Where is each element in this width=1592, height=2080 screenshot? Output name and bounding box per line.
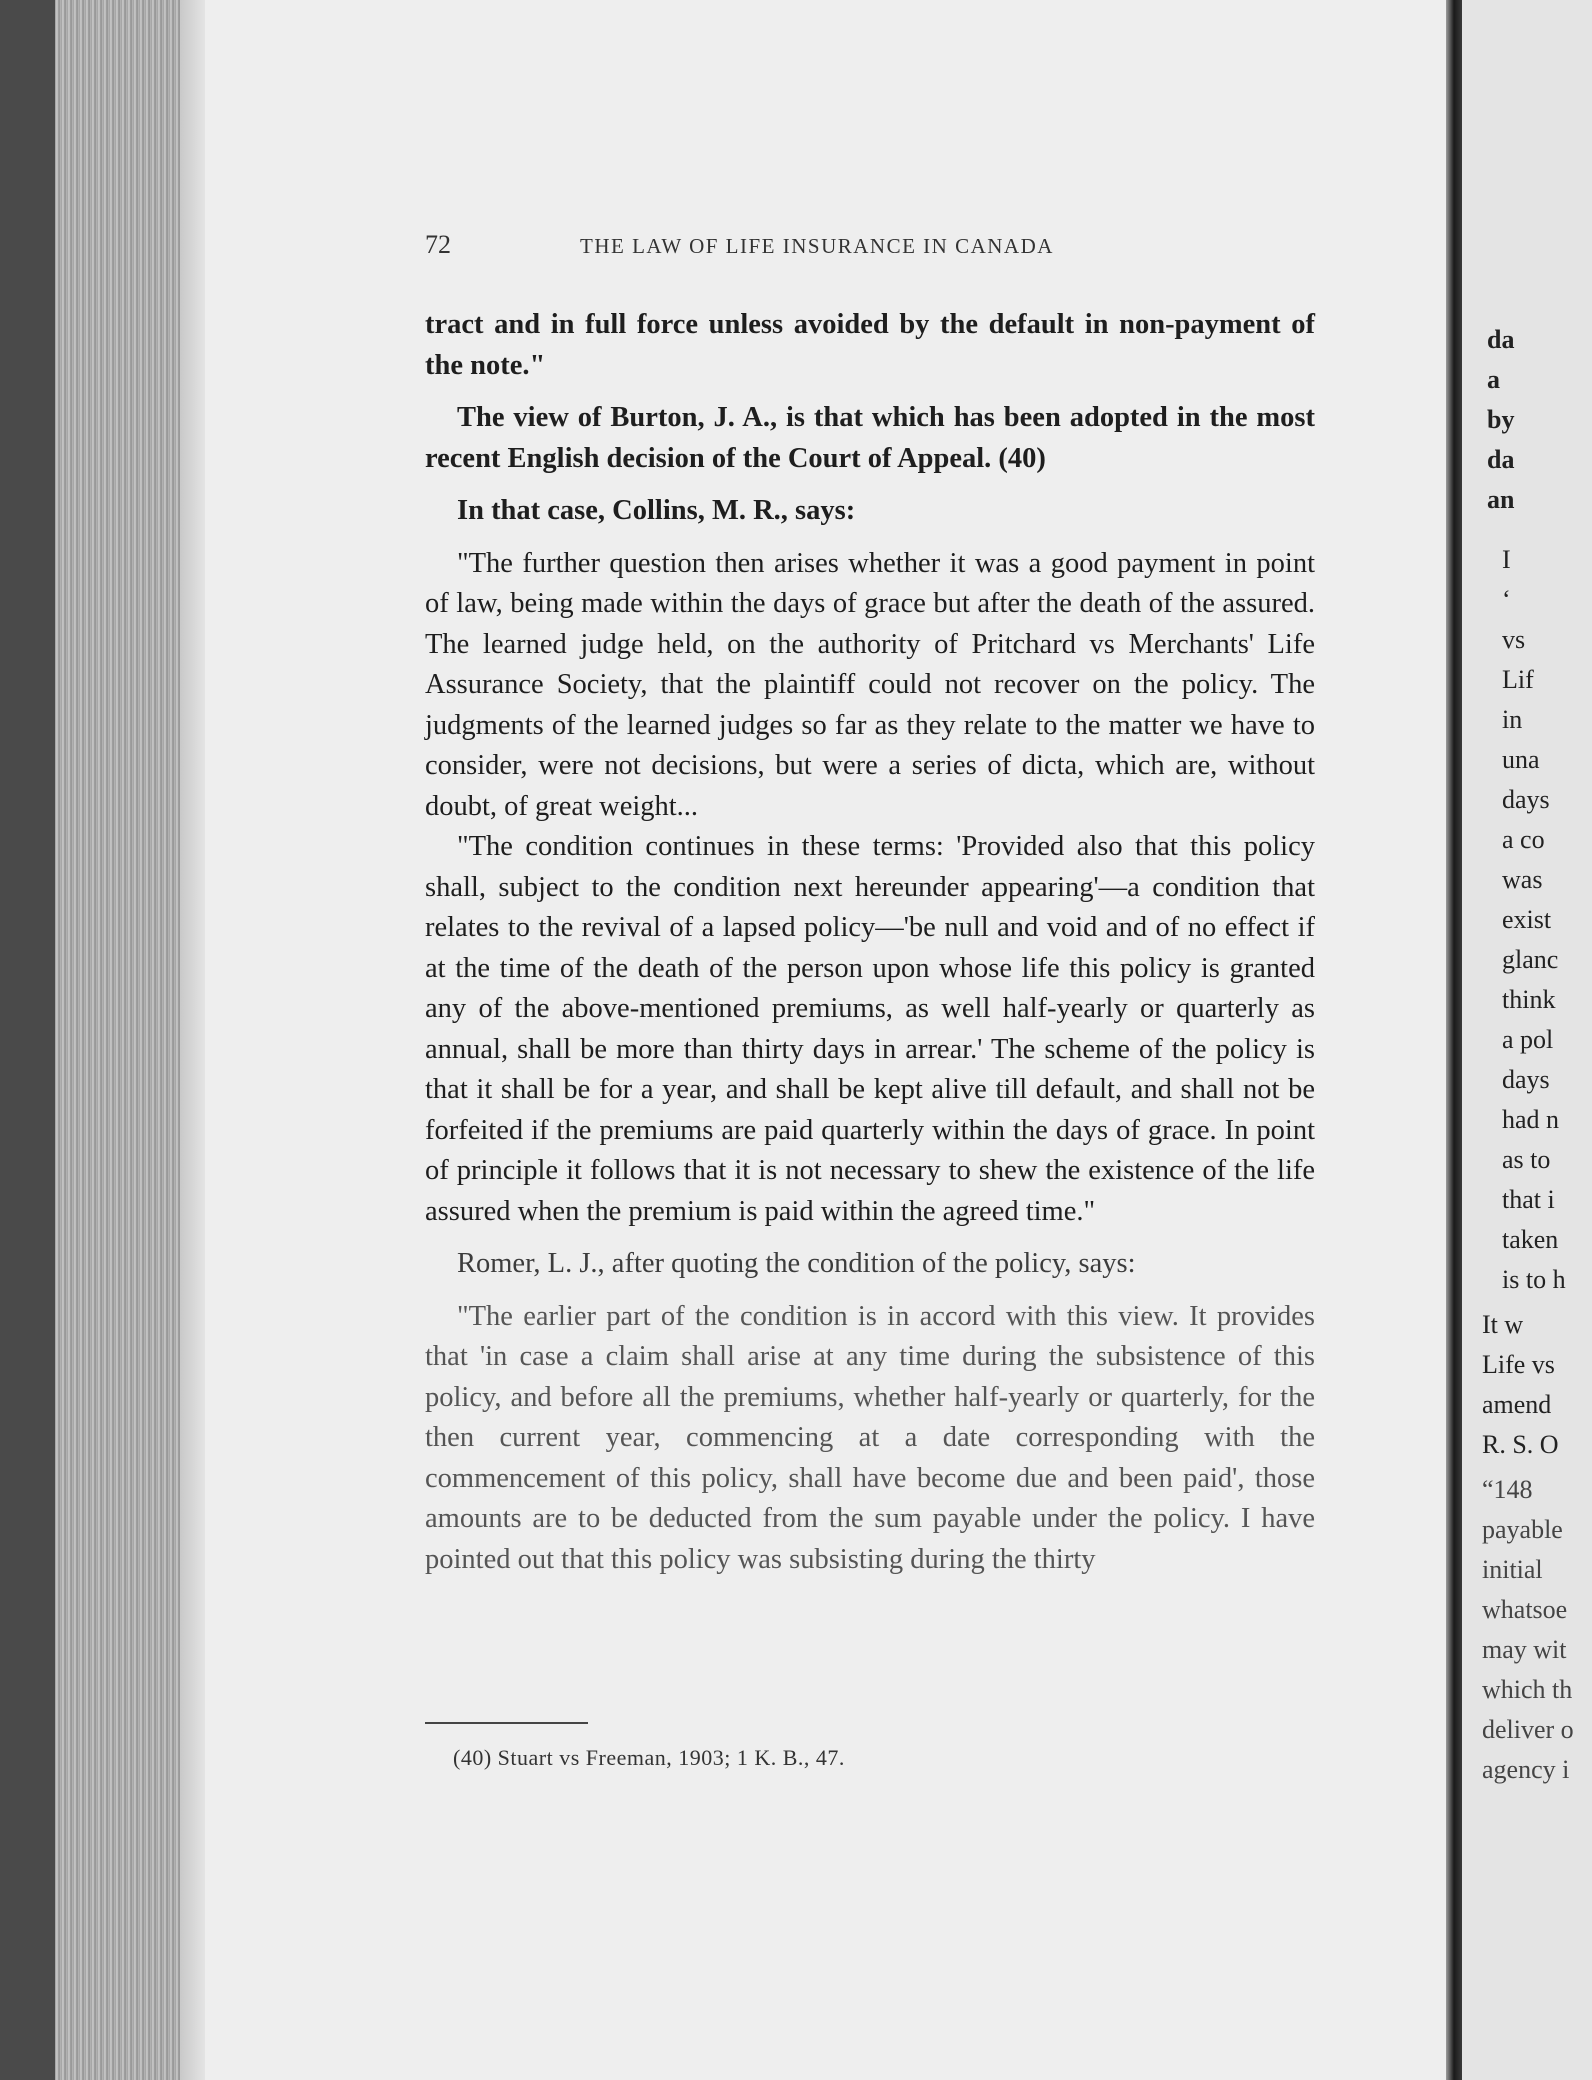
paragraph: In that case, Collins, M. R., says:	[457, 495, 856, 526]
right-page-line: una	[1502, 745, 1540, 774]
right-page-line: taken	[1502, 1225, 1559, 1254]
body-text	[425, 305, 1315, 1580]
right-page-line: days	[1502, 785, 1550, 814]
running-head	[425, 230, 1315, 270]
right-page-line: ‘	[1502, 585, 1511, 614]
paragraph: tract and in full force unless avoided by the default in non-payment of the note."	[425, 309, 1315, 381]
right-page-line: Life vs	[1482, 1350, 1555, 1379]
paragraph: The view of Burton, J. A., is that which has been adopted in the most recent English decision of the Court of Appeal. (40)	[425, 402, 1315, 474]
right-page-line: amend	[1482, 1390, 1552, 1419]
right-page-line: R. S. O	[1482, 1430, 1559, 1459]
right-page-line: was	[1502, 865, 1543, 894]
right-page-line: exist	[1502, 905, 1552, 934]
right-page-line: agency i	[1482, 1755, 1570, 1784]
bold-passage	[425, 305, 1315, 532]
right-page-line: by	[1487, 405, 1515, 434]
right-page-line: payable	[1482, 1515, 1563, 1544]
right-page-line: a	[1487, 365, 1500, 394]
paragraph: "The earlier part of the condition is in accord with this view. It provides that 'in case a claim shall arise at any time during the subsistence of this policy, and before all the premiums, whether half-yearly or quarterly, for the then current year, commencing at a date corresponding with the commencement of this policy, shall have become due and been paid', those amounts are to be deducted from the sum payable under the policy. I have pointed out that this policy was subsisting during the thirty	[425, 1300, 1315, 1575]
right-page-line: think	[1502, 985, 1556, 1014]
right-page-line: da	[1487, 325, 1515, 354]
paragraph: "The condition continues in these terms: 'Provided also that this policy shall, subject to the condition next hereunder appearing'—a condition that relates to the revival of a lapsed policy—'be null and void and of no effect if at the time of the death of the person upon whose life this policy is granted any of the above-mentioned premiums, as well half-yearly or quarterly as annual, shall be more than thirty days in arrear.' The scheme of the policy is that it shall be for a year, and shall be kept alive till default, and shall not be forfeited if the premiums are paid quarterly within the days of grace. In point of principle it follows that it is not necessary to shew the existence of the life assured when the premium is paid within the agreed time."	[425, 831, 1315, 1227]
footnote-rule	[425, 1722, 588, 1724]
right-page-line: in	[1502, 705, 1523, 734]
right-page-line: It w	[1482, 1310, 1524, 1339]
right-page-line: deliver o	[1482, 1715, 1574, 1744]
right-page-line: glanc	[1502, 945, 1559, 974]
right-page-line: is to h	[1502, 1265, 1566, 1294]
right-page-line: as to	[1502, 1145, 1551, 1174]
right-page-line: Lif	[1502, 665, 1534, 694]
book-spine	[1446, 0, 1462, 2080]
right-page-line: which th	[1482, 1675, 1573, 1704]
page-number: 72	[425, 230, 451, 259]
right-page	[1462, 0, 1592, 2080]
right-page-line: had n	[1502, 1105, 1560, 1134]
paragraph: "The further question then arises whether it was a good payment in point of law, being made within the days of grace but after the death of the assured. The learned judge held, on the authority of Pritchard vs Merchants' Life Assurance Society, that the plaintiff could not recover on the policy. The judgments of the learned judges so far as they relate to the matter we have to consider, were not decisions, but were a series of dicta, which are, without doubt, of great weight...	[425, 547, 1315, 822]
right-page-line: initial	[1482, 1555, 1543, 1584]
right-page-line: “148	[1482, 1475, 1533, 1504]
right-page-line: days	[1502, 1065, 1550, 1094]
right-page-line: that i	[1502, 1185, 1555, 1214]
right-page-line: a co	[1502, 825, 1545, 854]
book-shadow	[0, 0, 60, 2080]
right-page-line: an	[1487, 485, 1515, 514]
paragraph: Romer, L. J., after quoting the condition of the policy, says:	[457, 1248, 1136, 1279]
running-title: THE LAW OF LIFE INSURANCE IN CANADA	[580, 234, 1054, 258]
right-page-line: may wit	[1482, 1635, 1567, 1664]
footnote: (40) Stuart vs Freeman, 1903; 1 K. B., 47.	[453, 1745, 845, 1770]
right-page-line: a pol	[1502, 1025, 1554, 1054]
right-page-line: vs	[1502, 625, 1526, 654]
page-edges	[55, 0, 185, 2080]
right-page-line: whatsoe	[1482, 1595, 1568, 1624]
right-page-line: I	[1502, 545, 1511, 574]
right-page-line: da	[1487, 445, 1515, 474]
